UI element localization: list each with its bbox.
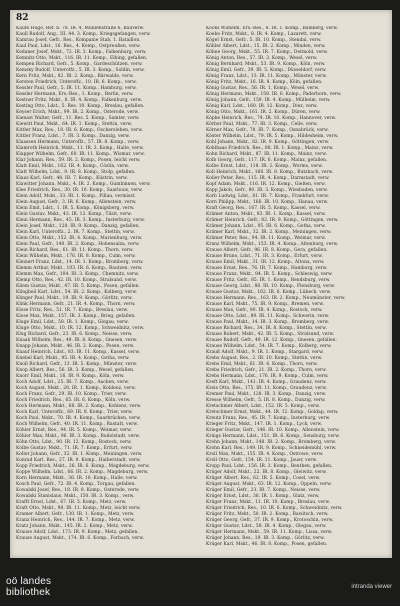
register-entry: Krohn Karl, Res., 149. IR. 9. Komp., Schneidemühl, verw. (206, 446, 337, 451)
register-entry: Klatt Wilhelm, Ldst., 9. IR. 8. Komp., Stolp, gefallen. (16, 170, 136, 175)
register-entry: Krauß Adolf, Mskt., 9. IR. 1. Komp., Stargard, verw. (206, 350, 324, 355)
register-entry: Kraft Otto, Mskt., 98. IR. 11. Komp., Metz, leicht verw. (16, 506, 141, 511)
logo-line-2: bibliothek (6, 587, 51, 598)
register-entry: Krüger Johann, Res., 19. IR. 3. Komp., Görlitz, verw. (206, 536, 325, 541)
register-entry: Kolb Georg, Gefr., 117. IR. 6. Komp., Mainz, gefallen. (206, 158, 328, 163)
register-entry: Klein Adolf, Mskt., 33. IR. 1. Komp., Pillau, vermisst. (16, 194, 136, 199)
register-entry: Kreis Otto, Res., 175. IR. 11. Komp., Graudenz, verw. (206, 386, 328, 391)
register-entry: Kluge Emil, Ldst., 58. IR. 1. Komp., Glogau, verw. (16, 320, 129, 325)
register-entry: Krüger Fritz, Mskt., 50. IR. 2. Komp., Rawitsch, verw. (206, 512, 329, 517)
register-entry: Köhn Otto, Ldst., 90. IR. 12. Komp., Rostock, verw. (16, 440, 132, 445)
register-entry: Klapper Wilhelm, Gefr., 60. IR. 11. Komp., Wismar, verw. (16, 152, 146, 157)
register-entry: Korn Philipp, Mskt., 166. IR. 10. Komp., Hanau, verw. (206, 200, 329, 205)
register-entry: König Anton, Res., 57. IR. 3. Komp., Wesel, verw. (206, 56, 318, 61)
register-entry: Knorr Emil, Mskt., 16. IR. 9. Komp., Köln, verw. (16, 374, 125, 379)
register-entry: Kiewitt Paul, Mskt., 64. IR. 1. Komp., Stettin, verw. (16, 122, 133, 127)
register-entry: Krause Robert, Mskt., 42. IR. 5. Komp., Stralsund, verw. (206, 332, 335, 337)
register-entry: Klaassen Hermann, Unteroffz., 57. IR. 8. Komp., verw. (16, 140, 140, 145)
register-entry: Kern Fritz, Mskt., 82. IR. 2. Komp., Bärwalde, verw. (16, 74, 134, 79)
register-entry: Keyser Erich, Mskt., 99. IR. 2. Komp., Osterode, verw. (16, 110, 140, 115)
register-entry: Kopp Friedrich, Mskt., 26. IR. 6. Komp., Magdeburg, verw. (16, 464, 150, 469)
register-entry: Kranz Wilhelm, Mskt., 153. IR. 4. Komp., Altenburg, verw. (206, 242, 339, 247)
register-entry: Koch Karl, Unteroffz., 69. IR. 8. Komp., Trier, verw. (16, 410, 133, 415)
register-entry: Kretschmer Ernst, Mskt., 44. IR. 12. Komp., Goldap, verw. (206, 410, 339, 415)
register-entry: Krause Hermann, Res., 163. IR. 2. Komp., Neumünster, verw. (206, 296, 346, 301)
register-entry: Kersten Friedrich, Unteroffz., 10. IR. 6. Komp., verw. (16, 80, 137, 85)
register-entry: Kempen Richard, Gefr., 5. Komp., Gardeschützen, verw. (16, 62, 143, 67)
register-entry: Kolbe Gustav, Mskt., 71. IR. 7. Komp., Erfurt, verw. (16, 446, 133, 451)
register-entry: Kreft Karl, Mskt., 141. IR. 4. Komp., Graudenz, verw. (206, 380, 327, 385)
register-entry: Kroll Otto, Gefr., 154. IR. 11. Komp., Jauer, verw. (206, 458, 318, 463)
register-entry: Krause Gustav, Mskt., 162. IR. 6. Komp., Lübeck, verw. (206, 290, 332, 295)
register-entry: Krause Emil, Mskt., 31. IR. 12. Komp., Altona, verw. (206, 260, 325, 265)
register-entry: Kropp Paul, Ldst., 156. IR. 3. Komp., Beuthen, gefallen. (206, 464, 333, 469)
register-entry: Körber Paul, Mskt., 77. IR. 3. Komp., Celle, verw. (206, 122, 318, 127)
register-entry: Krämer Karl, Mskt., 32. IR. 2. Komp., Meiningen, verw. (206, 230, 332, 235)
register-entry: Klink Hermann, Gefr., 21. IR. 4. Komp., Thorn, verw. (16, 302, 136, 307)
register-entry: Kremer Paul, Mskt., 128. IR. 3. Komp., Danzig, verw. (206, 392, 327, 397)
register-entry: Klawitter Johann, Mskt., 4. IR. 2. Komp., Gumbinnen, verw. (16, 182, 152, 187)
register-entry: Koch Hermann, Mskt., 68. IR. 2. Komp., Koblenz, verw. (16, 404, 142, 409)
register-entry: Krieger Fritz, Mskt., 147. IR. 1. Komp., Lyck, verw. (206, 422, 323, 427)
register-entry: Krebs Friedrich, Gefr., 21. IR. 2. Komp., Thorn, verw. (206, 368, 327, 373)
register-entry: Koll Heinrich, Mskt., 168. IR. 8. Komp., Butzbach, verw. (206, 170, 334, 175)
register-entry: Knauf Heinrich, Ldst., 83. IR. 11. Komp., Kassel, verw. (16, 350, 141, 355)
register-entry: Krüger Gustav, Ldst., 58. IR. 4. Komp., Glogau, verw. (206, 524, 327, 529)
register-entry: Koch Franz, Gefr., 29. IR. 10. Komp., Trier, verw. (16, 392, 128, 397)
register-entry: Klein Emil, Ldst., 1. IR. 5. Komp., Königsberg, verw. (16, 206, 135, 211)
register-entry: Krüger Karl, Mskt., 46. IR. 8. Komp., Posen, gefallen. (206, 542, 328, 547)
register-entry: Kamrau Josef, Gefr., Res., Kompanie Stab, 1. Bataillon. (16, 38, 141, 43)
register-entry: Klein Josef, Mskt., 128. IR. 9. Komp., Danzig, gefallen. (16, 224, 140, 229)
register-entry: Kluge Otto, Mskt., 10. IR. 12. Komp., Schweidnitz, verw. (16, 326, 145, 331)
register-entry: Krüger Ernst, Ldst., 38. IR. 1. Komp., Glatz, verw. (206, 494, 320, 499)
register-entry: Klar Johann, Res., 59. IR. 2. Komp., Posen, leicht verw. (16, 158, 141, 163)
register-entry: Kreutz Franz, Res., 45. IR. 7. Komp., Insterburg, verw. (206, 416, 331, 421)
register-entry: Kopp Jakob, Gefr., 80. IR. 3. Komp., Wiesbaden, verw. (206, 188, 329, 193)
register-entry: Klose Max, Mskt., 157. IR. 3. Komp., Brieg, gefallen. (16, 314, 136, 319)
register-entry: Koller Peter, Res., 115. IR. 4. Komp., Darmstadt, verw. (206, 176, 330, 181)
register-entry: König Bernhard, Mskt., 53. IR. 9. Komp., Köln, verw. (206, 62, 326, 67)
register-entry: Klein Paul, Gefr., 140. IR. 2. Komp., Hohensalza, verw. (16, 242, 140, 247)
register-entry: Krüger August, Mskt., 63. IR. 12. Komp., Oppeln, verw. (206, 482, 332, 487)
register-entry: Kowalski Stanislaus, Mskt., 150. IR. 3. Komp., verw. (16, 494, 135, 499)
register-entry: Klein Karl, Unteroffz., 2. IR. 7. Komp., Stettin, verw. (16, 230, 135, 235)
register-entry: Koch Adolf, Ldst., 25. IR. 7. Komp., Aachen, verw. (16, 380, 130, 385)
register-entry: Kratz Johann, Mskt., 145. IR. 2. Komp., Metz, verw. (16, 524, 134, 529)
register-entry: Kittler Max, Res., 18. IR. 6. Komp., Oschersleben, verw. (16, 128, 143, 133)
register-entry: Krause Georg, Ldst., 86. IR. 10. Komp., Flensburg, verw. (206, 284, 336, 289)
register-entry: Knaak Wilhelm, Res., 49. IR. 8. Komp., Gnesen, verw. (16, 338, 138, 343)
register-entry: Kopf Adam, Mskt., 116. IR. 12. Komp., Gießen, verw. (206, 182, 326, 187)
register-entry: Kesting Otto, Ldst., 5. Res. 10. Komp., Breslau, gefallen. (16, 104, 145, 109)
register-entry: Klee Friedrich, Res., 30. IR. 10. Komp., Saarlouis, verw. (16, 188, 144, 193)
register-entry: Kroll Max, Mskt., 155. IR. 4. Komp., Ostrowo, verw. (206, 452, 324, 457)
library-logo[interactable] (6, 576, 76, 598)
register-entry: Krüger Georg, Gefr., 37. IR. 9. Komp., Krotoschin, verw. (206, 518, 334, 523)
register-entry: Kessler Paul, Gefr., 5. IR. 11. Komp., Hamburg, verw. (16, 86, 137, 91)
register-entry: Köhler Ernst, Res., 94. IR. 5. Komp., Weimar, verw. (16, 428, 132, 433)
register-entry: Köhne Georg, Mskt., 55. IR. 7. Komp., Detmold, verw. (206, 50, 329, 55)
register-entry: Kaull Rudolf, Ang., III. 44. 3. Komp., Kriegsgefangen, verw. (16, 32, 151, 37)
register-entry: Krüger Emil, Gefr., 23. IR. 7. Komp., Neisse, verw. (206, 488, 321, 493)
register-entry: Kaul Paul, Ldst., 16. Res., 4. Komp., Ostpreußen, verw. (16, 44, 141, 49)
register-entry: König Gustav, Res., 56. IR. 1. Komp., Wesel, verw. (206, 86, 320, 91)
register-entry: Klein Gustav, Mskt., 43. IR. 12. Komp., Tilsit, verw. (16, 212, 132, 217)
register-entry: Klose Fritz, Res., 51. IR. 7. Komp., Breslau, verw. (16, 308, 129, 313)
register-entry: Köster Wilhelm, Ldst., 79. IR. 5. Komp., Hildesheim, verw. (206, 134, 339, 139)
register-entry: Krüger Adolf, Mskt., 22. IR. 8. Komp., Gleiwitz, verw. (206, 470, 327, 475)
register-entry: Korb Ludwig, Ldst., 81. IR. 7. Komp., Frankfurt, verw. (206, 194, 329, 199)
register-entry: Krämer Johann, Ldst., 95. IR. 6. Komp., Gotha, verw. (206, 224, 326, 229)
register-entry: Krause Karl, Mskt., 75. IR. 9. Komp., Bremen, verw. (206, 302, 325, 307)
register-entry: Krohn Johann, Mskt., 148. IR. 2. Komp., Bromberg, verw. (206, 440, 337, 445)
register-entry: Krafft Ernst, Ldst., 67. IR. 5. Komp., Metz, verw. (16, 500, 127, 505)
register-entry: Kolbe Ernst, Ldst., 118. IR. 2. Komp., Worms, verw. (206, 164, 323, 169)
register-entry: Klein Hermann, Res., 45. IR. 3. Komp., Insterburg, verw. (16, 218, 145, 223)
register-entry: König Franz, Ldst., 13. IR. 11. Komp., Münster, verw. (206, 74, 328, 79)
register-entry: Koch Paul, Mskt., 70. IR. 4. Komp., Saarbrücken, verw. (16, 416, 141, 421)
register-entry: Kliem Gustav, Mskt., 47. IR. 5. Komp., Posen, gefallen. (16, 284, 141, 289)
register-entry: Kleinert Franz, Ldst., 14. IR. 1. Komp., Bromberg, verw. (16, 260, 144, 265)
register-entry: Klatt Emil, Mskt., 162. IR. 4. Komp., Cöslin, verw. (16, 164, 130, 169)
register-entry: Knop Albert, Res., 56. IR. 3. Komp., Wesel, gefallen. (16, 368, 135, 373)
register-entry: Klein Wilhelm, Mskt., 176. IR. 8. Komp., Culm, verw. (16, 254, 136, 259)
register-entry: Krause August, Mskt., 174. IR. 6. Komp., Forbach, verw. (16, 536, 145, 541)
register-entry: Köhler Max, Mskt., 96. IR. 3. Komp., Rudolstadt, verw. (16, 434, 141, 439)
register-entry: Knebel Karl, Mskt., 95. IR. 4. Komp., Gotha, verw. (16, 356, 130, 361)
register-entry: Krause Rudolf, Gefr., 49. IR. 12. Komp., Gnesen, gefallen. (206, 338, 337, 343)
register-entry: König Emil, Gefr., 39. IR. 5. Komp., Düsseldorf, verw. (206, 68, 327, 73)
right-column (206, 26, 386, 554)
register-entry: Klamroth Heinrich, Mskt., 11. IR. 3. Komp., Halle, verw. (16, 146, 144, 151)
register-entry: Klemp Otto, Res., 42. IR. 10. Komp., Stralsund, verw. (16, 278, 137, 283)
register-entry: Kestner Fritz, Mskt., 8. IR. 4. Komp., Falkenburg, verw. (16, 98, 143, 103)
register-entry: Klinger Paul, Mskt., 19. IR. 9. Komp., Görlitz, verw. (16, 296, 133, 301)
register-entry: Kramer Albert, Gefr., 130. IR. 1. Komp., Metz, verw. (16, 512, 135, 517)
register-entry: Koller Johann, Gefr., 32. IR. 1. Komp., Meiningen, verw. (16, 452, 143, 457)
register-entry: Krebs August, Res., 2. IR. 10. Komp., Stettin, verw. (206, 356, 323, 361)
register-entry: Krebs Emil, Mskt., 61. IR. 6. Komp., Thorn, verw. (206, 362, 318, 367)
register-entry: Knapp Johann, Mskt., 46. IR. 2. Komp., Posen, verw. (16, 344, 135, 349)
register-entry: Koebe Fritz, Mskt., 8. IR. 4. Komp., Lazarett, verw. (206, 32, 322, 37)
register-entry: Kaufe Hugo, Ref. b. 78. IR. 4, Mühlenstraße 6, Bauverw. (16, 26, 145, 31)
register-entry: Köpke Heinrich, Res., 74. IR. 10. Komp., Hannover, verw. (206, 116, 337, 121)
register-entry: Kohn Richard, Mskt., 87. IR. 11. Komp., Mainz, verw. (206, 152, 327, 157)
register-entry: Klaus Karl, Gefr., 48. IR. 7. Komp., Küstrin, verw. (16, 176, 128, 181)
register-entry: Krüger Albert, Res., 62. IR. 5. Komp., Cosel, verw. (206, 476, 321, 481)
register-entry: Klemm Max, Gefr., 104. IR. 3. Komp., Chemnitz, verw. (16, 272, 139, 277)
register-entry: König Karl, Ldst., 160. IR. 12. Komp., Diez, verw. (206, 104, 318, 109)
register-entry: Kedaner Josef, Mskt., 72. IR. 3. Komp., Falkenburg, verw. (16, 50, 147, 55)
register-entry: Krause Wilhelm, Ldst., 54. IR. 7. Komp., Kolberg, verw. (206, 344, 332, 349)
register-entry: Kienast Walter, Gefr., 11. Res. 5. Komp., Samter, verw. (16, 116, 140, 121)
register-entry: Krause Fritz, Gefr., 85. IR. 1. Komp., Rendsburg, verw. (206, 278, 331, 283)
register-entry: Krause Paul, Mskt., 14. IR. 3. Komp., Bromberg, verw. (206, 320, 330, 325)
register-entry: Krämer Heinrich, Gefr., 82. IR. 9. Komp., Göttingen, verw. (206, 218, 339, 223)
register-entry: Kowalski Josef, Res., 18. IR. 8. Komp., Osterode, verw. (16, 488, 140, 493)
register-entry: Kohlhaas Friedrich, Res., 88. IR. 1. Komp., Mainz, verw. (206, 146, 334, 151)
register-entry: König Johann, Gefr., 159. IR. 4. Komp., Mülheim, verw. (206, 98, 331, 103)
register-entry: Krämer Peter, Res., 94. IR. 11. Komp., Weimar, verw. (206, 236, 327, 241)
logo-line-1: oö landes (6, 576, 52, 587)
register-entry: Kohl Johann, Mskt., 82. IR. 9. Komp., Göttingen, verw. (206, 140, 330, 145)
left-column (16, 26, 196, 554)
register-entry: Koch Friedrich, Res., 65. IR. 6. Komp., Köln, verw. (16, 398, 131, 403)
register-entry: Klingbeil Karl, Ldst., 54. IR. 2. Komp., Kolberg, verw. (16, 290, 138, 295)
register-entry: König Otto, Mskt., 161. IR. 2. Komp., Düren, verw. (206, 110, 321, 115)
register-entry: Krause Ernst, Res., 76. IR. 7. Komp., Hamburg, verw. (206, 266, 328, 271)
register-entry: Krause Bruno, Ldst., 71. IR. 3. Komp., Erfurt, verw. (206, 254, 323, 259)
register-entry: Krause Max, Gefr., 90. IR. 4. Komp., Rostock, verw. (206, 308, 323, 313)
register-entry: Krebs Hermann, Ldst., 176. IR. 9. Komp., Culm, verw. (206, 374, 329, 379)
register-entry: Krause Franz, Mskt., 84. IR. 5. Komp., Schleswig, verw. (206, 272, 333, 277)
register-entry: Klug Richard, Gefr., 23. IR. 6. Komp., Neisse, verw. (16, 332, 133, 337)
register-entry: Krause Albert, Gefr., 96. IR. 8. Komp., Gera, gefallen. (206, 248, 328, 253)
register-entry: Kittler Franz, Ldst., 7. IR. 3. Komp., Danzig, verw. (16, 134, 130, 139)
register-entry: Kemnitz Otto, Mskt., 116. IR. 11. Komp., Elbing, gefallen. (16, 56, 148, 61)
register-entry: König Fritz, Mskt., 16. IR. 8. Komp., Köln, gefallen. (206, 80, 323, 85)
register-entry: Kretschmer Albert, Ldst., 152. IR. 5. Komp., verw. (206, 404, 320, 409)
register-entry: Kosch Paul, Gefr., 72. IR. 4. Komp., Torgau, gefallen. (16, 482, 136, 487)
register-entry: Koch Wilhelm, Gefr., 40. IR. 11. Komp., Rastatt, verw. (16, 422, 139, 427)
register-entry: König Hermann, Mskt., 158. IR. 6. Komp., Paderborn, verw. (206, 92, 342, 97)
register-entry: Krause Otto, Ldst., 89. IR. 11. Komp., Schwerin, verw. (206, 314, 330, 319)
register-entry: Krämer Anton, Mskt., 83. IR. 1. Komp., Kassel, verw. (206, 212, 327, 217)
register-entry: Krüger Friedrich, Res., 10. IR. 6. Komp., Schweidnitz, verw. (206, 506, 343, 511)
register-entry: Kresse Wilhelm, Gefr., 5. IR. 8. Komp., Danzig, verw. (206, 398, 326, 403)
register-entry: Kögel Ernst, Gefr., 5. IR. 10. Komp., Stendal, verw. (206, 38, 322, 43)
register-entry: Krieger Gustav, Gefr., 146. IR. 10. Komp., Allenstein, verw. (206, 428, 340, 433)
register-entry: Klein Richard, Res., 61. IR. 11. Komp., Thorn, verw. (16, 248, 134, 253)
register-entry: Klein Otto, Mskt., 152. IR. 4. Komp., Marienburg, verw. (16, 236, 143, 241)
page-number: 82 (16, 13, 29, 23)
register-entry: Krause Adolf, Ldst., 173. IR. 9. Komp., Metz, gefallen. (16, 530, 139, 535)
viewer-credit[interactable]: intranda viewer (351, 584, 392, 590)
register-entry: Klein August, Gefr., 3. IR. 6. Komp., Allenstein, verw. (16, 200, 137, 205)
register-entry: Kessler Hermann, Ers.-Res., 1. Komp., Berlin, verw. (16, 92, 134, 97)
register-entry: Krings Hermann, Ldst., 151. IR. 6. Komp., Sensburg, verw. (206, 434, 340, 439)
viewer-footer (0, 574, 400, 606)
register-entry: Koch August, Mskt., 28. IR. 1. Komp., Koblenz, verw. (16, 386, 137, 391)
register-entry: Krüger Franz, Mskt., 11. IR. 10. Komp., Breslau, verw. (206, 500, 331, 505)
register-entry: Konrad Karl, Res., 27. IR. 9. Komp., Halberstadt, verw. (16, 458, 141, 463)
register-entry: Korn Hermann, Mskt., 36. IR. 10. Komp., Halle, verw. (16, 476, 138, 481)
register-entry: Körner Max, Gefr., 78. IR. 7. Komp., Osnabrück, verw. (206, 128, 329, 133)
register-entry: Köhler Albert, Ldst., 15. IR. 2. Komp., Minden, verw. (206, 44, 326, 49)
register-entry: Klemm Arthur, Mskt., 103. IR. 6. Komp., Bautzen, verw. (16, 266, 143, 271)
register-entry: Kranz Heinrich, Res., 144. IR. 7. Komp., Metz, verw. (16, 518, 136, 523)
register-entry: Kemsky Rudolf, Unteroffz., 5. IR. 3. Komp., Soldin, verw. (16, 68, 145, 73)
register-entry: Kocks Wilhelm, Ers.-Res., 8. IR. 1. Komp., Bamberg, verw. (206, 26, 339, 31)
register-entry: Koppe Wilhelm, Ldst., 66. IR. 2. Komp., Magdeburg, verw. (16, 470, 149, 475)
document-page (10, 10, 392, 558)
register-entry: Krause Richard, Res., 34. IR. 8. Komp., Stettin, verw. (206, 326, 327, 331)
register-entry: Krüger Hermann, Mskt., 59. IR. 11. Komp., Lissa, verw. (206, 530, 333, 535)
register-entry: Knoll Richard, Gefr., 13. IR. 5. Komp., Münster, verw. (16, 362, 138, 367)
register-entry: Kraft Georg, Res., 167. IR. 5. Komp., Kassel, verw. (206, 206, 321, 211)
